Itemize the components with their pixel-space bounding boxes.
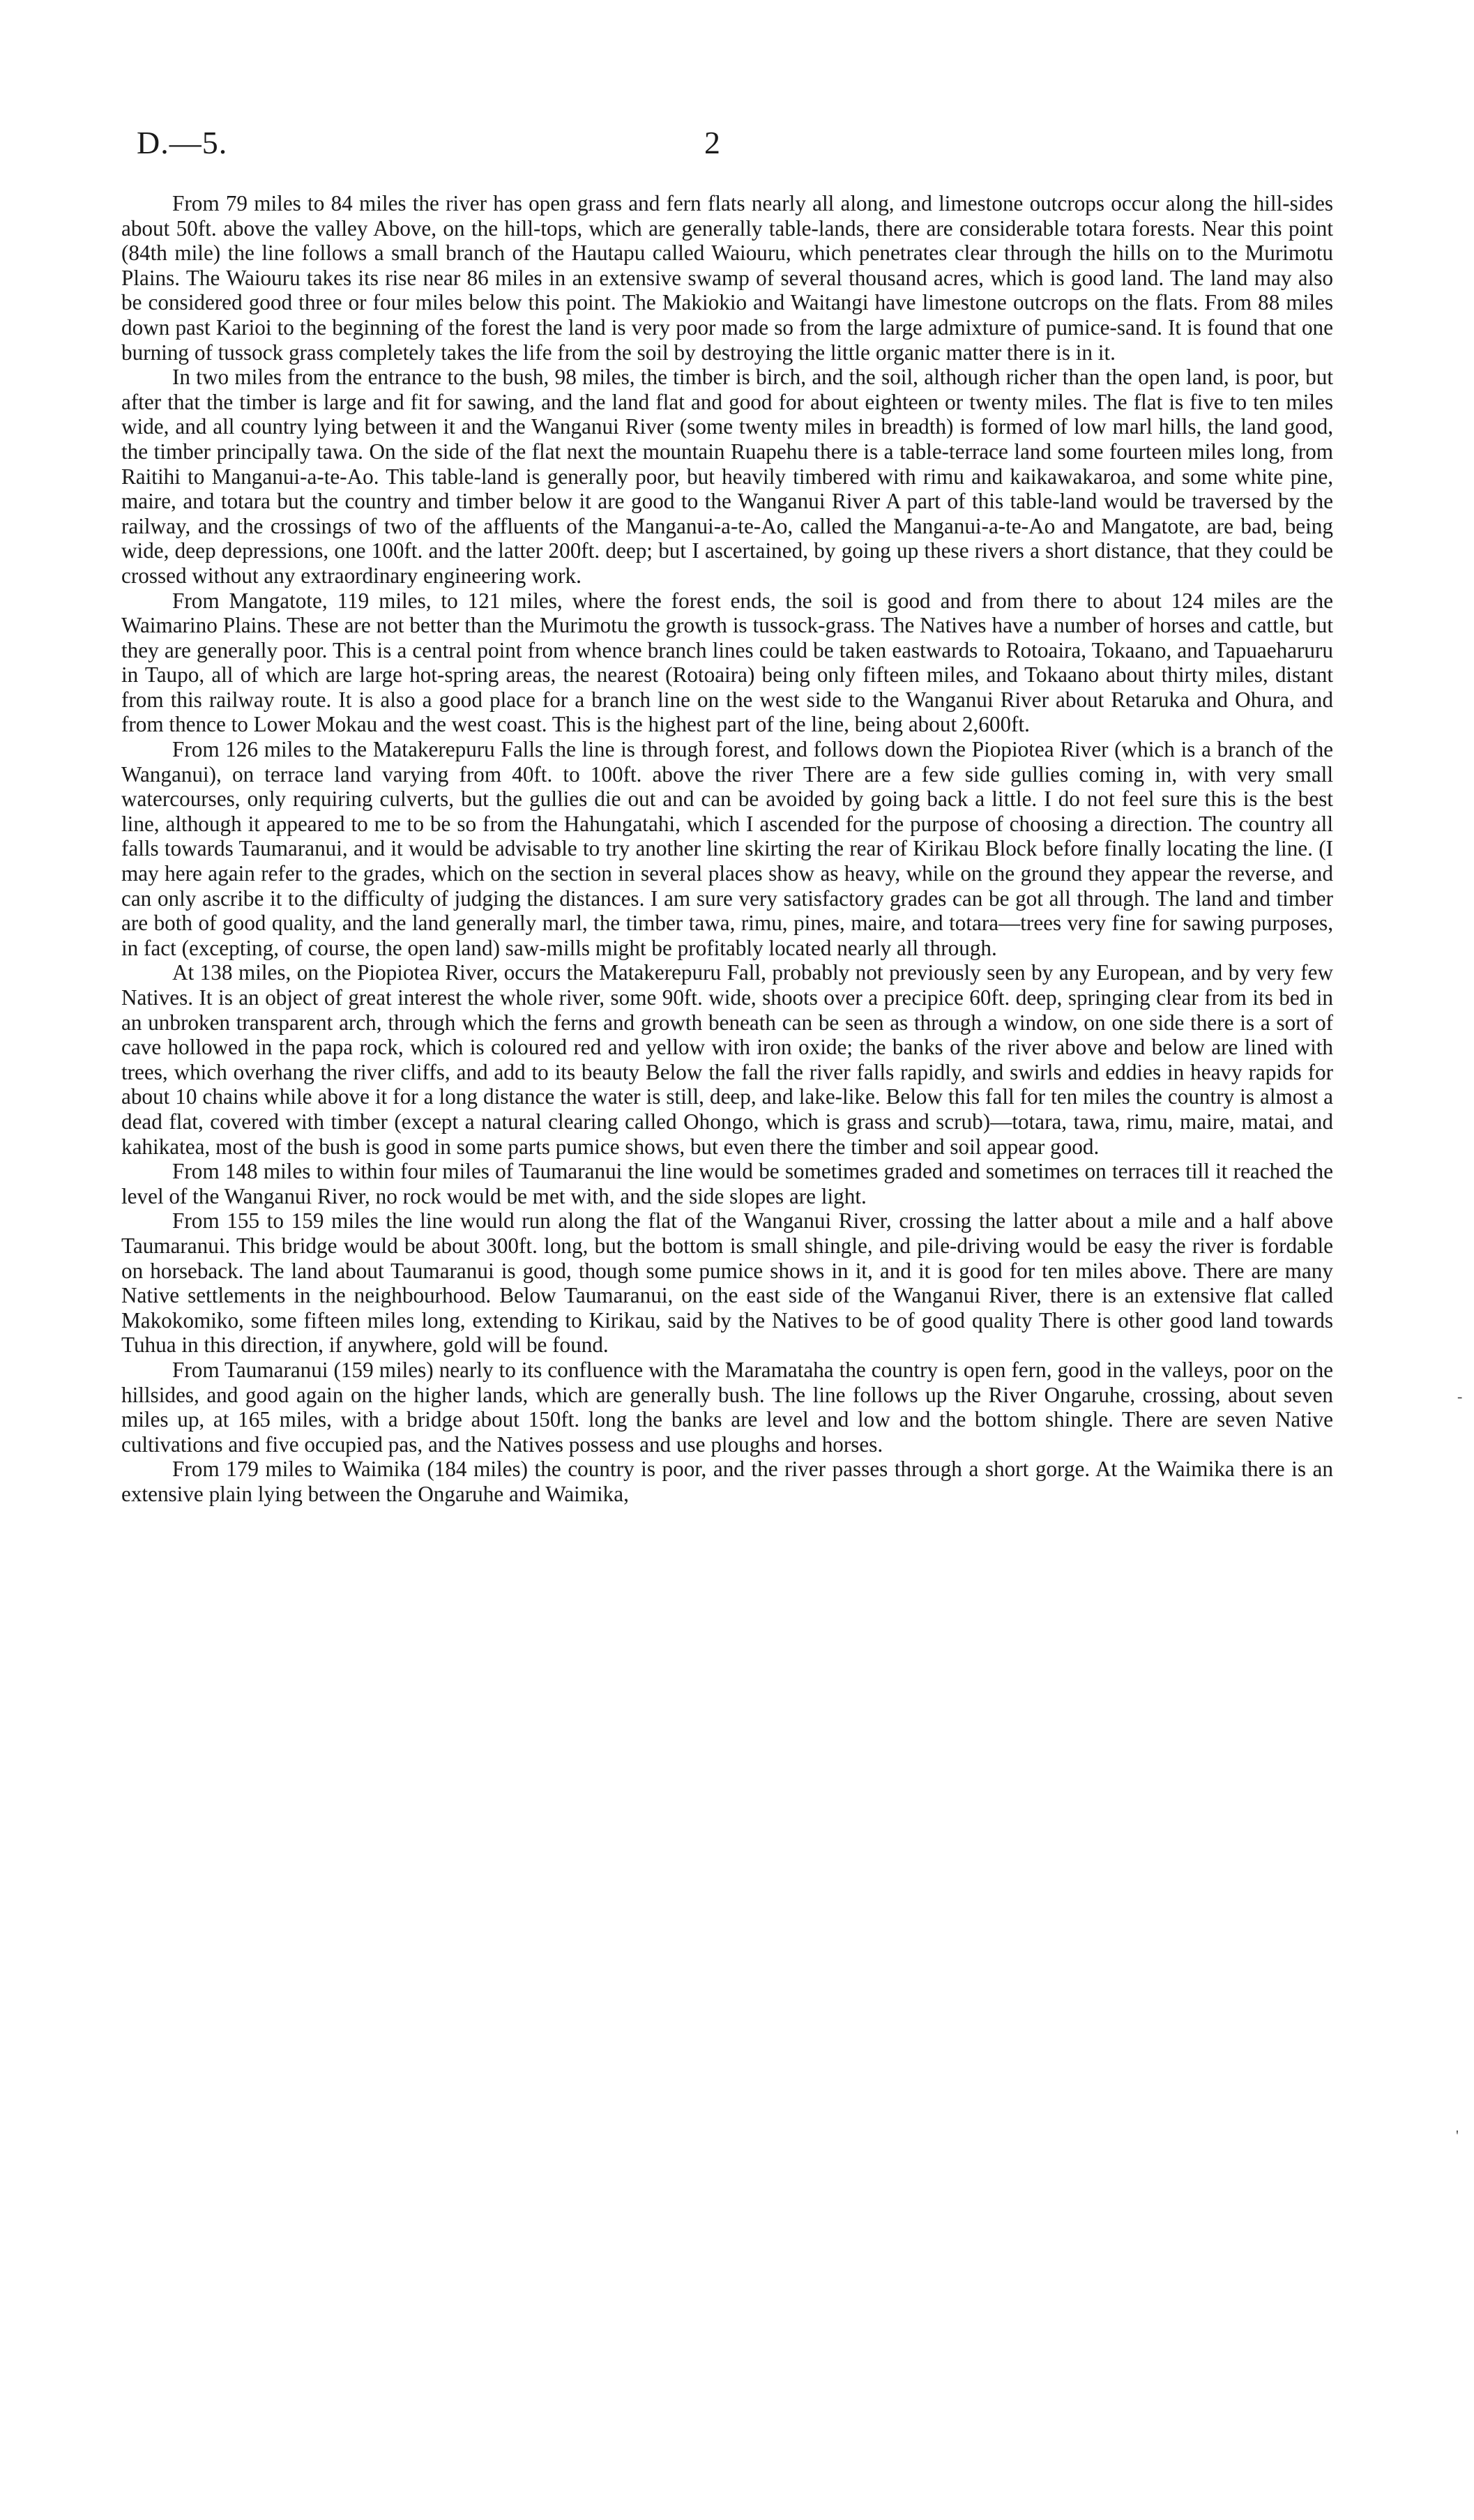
paragraph-3: From Mangatote, 119 miles, to 121 miles, where the forest ends, the soil is good and from there to about 124 miles are the Waimarino Plains. These are not better than the Murimotu the growth is tussock-grass. The Natives have a number of horses and cattle, but they are generally poor. This is a central point from whence branch lines could be taken eastwards to Rotoaira, Tokaano, and Tapuaeharuru in Taupo, all of which are large hot-spring areas, the nearest (Rotoaira) being only fifteen miles, and Tokaano about thirty miles, distant from this railway route. It is also a good place for a branch line on the west side to the Wanganui River about Retaruka and Ohura, and from thence to Lower Mokau and the west coast. This is the highest part of the line, being about 2,600ft. (121, 588, 1333, 737)
margin-dash-mark: - (1457, 1388, 1463, 1405)
margin-tick-mark: ' (1456, 2127, 1459, 2144)
page-number: 2 (704, 125, 720, 160)
paragraph-4: From 126 miles to the Matakerepuru Falls the line is through forest, and follows down the Piopiotea River (which is a branch of the Wanganui), on terrace land varying from 40ft. to 100ft. above the river There are a few side gullies coming in, with very small watercourses, only requiring culverts, but the gullies die out and can be avoided by going back a little. I do not feel sure this is the best line, although it appeared to me to be so from the Hahungatahi, which I ascended for the purpose of choosing a direction. The country all falls towards Taumaranui, and it would be advisable to try another line skirting the rear of Kirikau Block before finally locating the line. (I may here again refer to the grades, which on the section in several places show as heavy, while on the ground they appear the reverse, and can only ascribe it to the difficulty of judging the distances. I am sure very satisfactory grades can be got all through. The land and timber are both of good quality, and the land generally marl, the timber tawa, rimu, pines, maire, and totara—trees very fine for sawing purposes, in fact (excepting, of course, the open land) saw-mills might be profitably located nearly all through. (121, 737, 1333, 960)
paragraph-8: From Taumaranui (159 miles) nearly to its confluence with the Maramataha the country is open fern, good in the valleys, poor on the hillsides, and good again on the higher lands, which are generally bush. The line follows up the River Ongaruhe, crossing, about seven miles up, at 165 miles, with a bridge about 150ft. long the banks are level and low and the bottom shingle. There are seven Native cultivations and five occupied pas, and the Natives possess and use ploughs and horses. (121, 1357, 1333, 1457)
body-text (121, 191, 1333, 1506)
paragraph-2: In two miles from the entrance to the bush, 98 miles, the timber is birch, and the soil, although richer than the open land, is poor, but after that the timber is large and fit for sawing, and the land flat and good for about eighteen or twenty miles. The flat is five to ten miles wide, and all country lying between it and the Wanganui River (some twenty miles in breadth) is formed of low marl hills, the land good, the timber principally tawa. On the side of the flat next the mountain Ruapehu there is a table-terrace land some fourteen miles long, from Raitihi to Manganui-a-te-Ao. This table-land is generally poor, but heavily timbered with rimu and kaikawakaroa, and some white pine, maire, and totara but the country and timber below it are good to the Wanganui River A part of this table-land would be traversed by the railway, and the crossings of two of the affluents of the Manganui-a-te-Ao, called the Manganui-a-te-Ao and Mangatote, are bad, being wide, deep depressions, one 100ft. and the latter 200ft. deep; but I ascertained, by going up these rivers a short distance, that they could be crossed without any extraordinary engineering work. (121, 365, 1333, 588)
paragraph-5: At 138 miles, on the Piopiotea River, occurs the Matakerepuru Fall, probably not previously seen by any European, and by very few Natives. It is an object of great interest the whole river, some 90ft. wide, shoots over a precipice 60ft. deep, springing clear from its bed in an unbroken transparent arch, through which the ferns and growth beneath can be seen as through a window, on one side there is a sort of cave hollowed in the papa rock, which is coloured red and yellow with iron oxide; the banks of the river above and below are lined with trees, which overhang the river cliffs, and add to its beauty Below the fall the river falls rapidly, and swirls and eddies in heavy rapids for about 10 chains while above it for a long distance the water is still, deep, and lake-like. Below this fall for ten miles the country is almost a dead flat, covered with timber (except a natural clearing called Ohongo, which is grass and scrub)—totara, tawa, rimu, maire, matai, and kahikatea, most of the bush is good in some parts pumice shows, but even there the timber and soil appear good. (121, 960, 1333, 1159)
paragraph-7: From 155 to 159 miles the line would run along the flat of the Wanganui River, crossing the latter about a mile and a half above Taumaranui. This bridge would be about 300ft. long, but the bottom is small shingle, and pile-driving would be easy the river is fordable on horseback. The land about Taumaranui is good, though some pumice shows in it, and it is good for ten miles above. There are many Native settlements in the neighbourhood. Below Taumaranui, on the east side of the Wanganui River, there is an extensive flat called Makokomiko, some fifteen miles long, extending to Kirikau, said by the Natives to be of good quality There is other good land towards Tuhua in this direction, if anywhere, gold will be found. (121, 1208, 1333, 1358)
document-reference: D.—5. (137, 125, 228, 160)
paragraph-1: From 79 miles to 84 miles the river has open grass and fern flats nearly all along, and limestone outcrops occur along the hill-sides about 50ft. above the valley Above, on the hill-tops, which are generally table-lands, there are considerable totara forests. Near this point (84th mile) the line follows a small branch of the Hautapu called Waiouru, which penetrates clear through the hills on to the Murimotu Plains. The Waiouru takes its rise near 86 miles in an extensive swamp of several thousand acres, which is good land. The land may also be considered good three or four miles below this point. The Makiokio and Waitangi have limestone outcrops on the flats. From 88 miles down past Karioi to the beginning of the forest the land is very poor made so from the large admixture of pumice-sand. It is found that one burning of tussock grass completely takes the life from the soil by destroying the little organic matter there is in it. (121, 191, 1333, 365)
paragraph-6: From 148 miles to within four miles of Taumaranui the line would be sometimes graded and sometimes on terraces till it reached the level of the Wanganui River, no rock would be met with, and the side slopes are light. (121, 1159, 1333, 1208)
paragraph-9: From 179 miles to Waimika (184 miles) the country is poor, and the river passes through a short gorge. At the Waimika there is an extensive plain lying between the Ongaruhe and Waimika, (121, 1457, 1333, 1506)
